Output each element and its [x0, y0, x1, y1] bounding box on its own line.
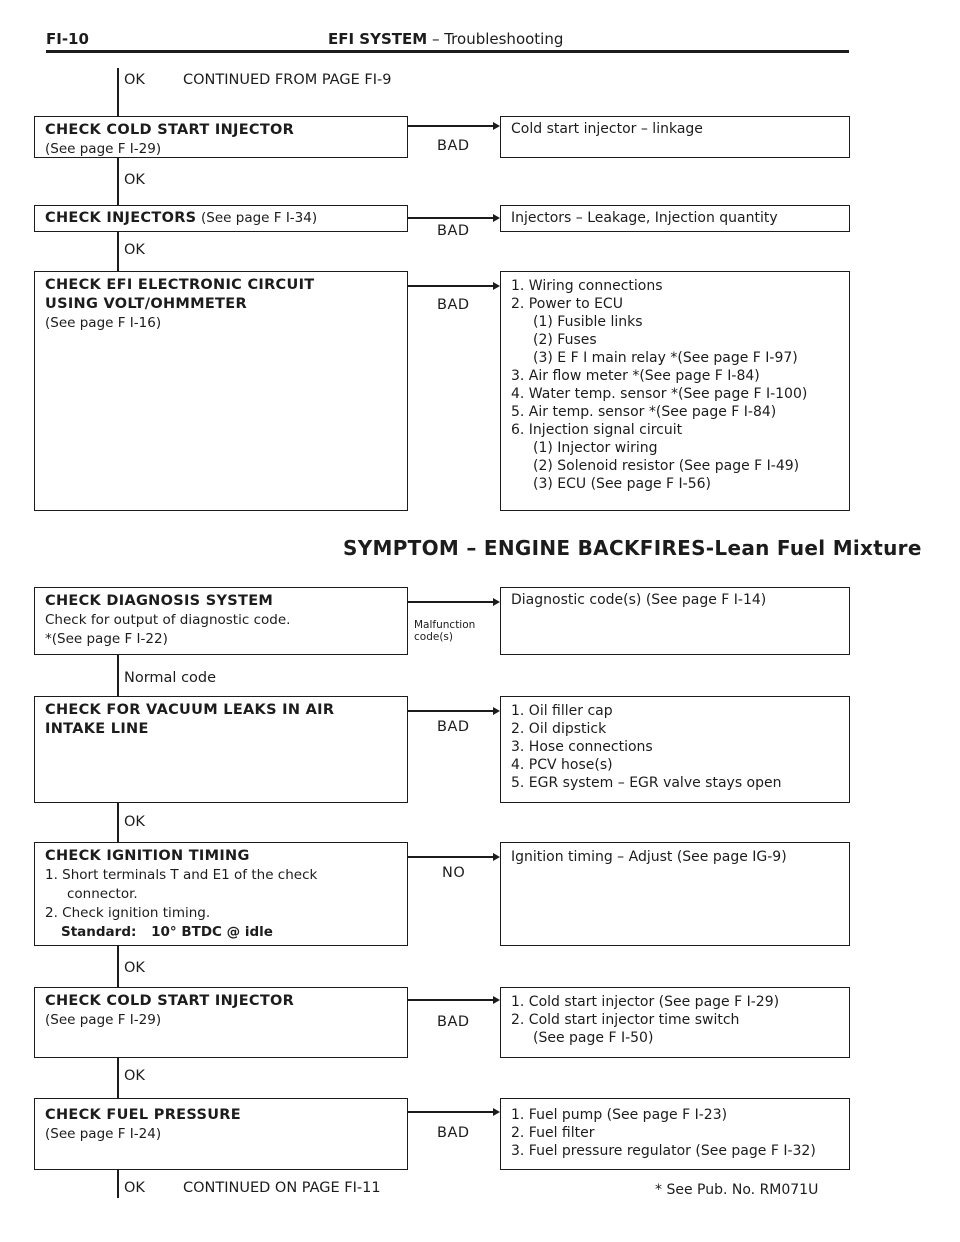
ok-label: OK — [124, 242, 145, 258]
check-box-fuel-pressure — [34, 1098, 408, 1170]
branch-line — [408, 999, 493, 1001]
branch-line — [408, 856, 493, 858]
result-box — [500, 696, 850, 803]
check-title: CHECK FUEL PRESSURE — [45, 1107, 241, 1123]
result-item: 4. Water temp. sensor *(See page F I-100) — [511, 386, 808, 402]
condition-label: NO — [442, 865, 466, 881]
check-box-injectors — [34, 205, 408, 232]
ok-label: OK — [124, 172, 145, 188]
check-step: 2. Check ignition timing. — [45, 905, 211, 921]
result-item: 1. Wiring connections — [511, 278, 663, 294]
condition-label: BAD — [437, 297, 470, 313]
check-box-vacuum-leaks — [34, 696, 408, 803]
check-step: 1. Short terminals T and E1 of the check — [45, 867, 318, 883]
result-item: 1. Cold start injector (See page F I-29) — [511, 994, 780, 1010]
condition-label — [414, 619, 475, 643]
condition-line: code(s) — [414, 631, 453, 643]
bottom-connector-label: OK — [124, 1180, 145, 1196]
header-rule — [46, 50, 849, 53]
check-step-continued: connector. — [67, 886, 138, 902]
branch-line — [408, 710, 493, 712]
result-box — [500, 116, 850, 158]
flow-line — [117, 68, 119, 117]
condition-label: BAD — [437, 138, 470, 154]
check-title: CHECK INJECTORS — [45, 210, 197, 226]
flow-line — [117, 1058, 119, 1099]
result-box — [500, 842, 850, 946]
check-title: CHECK FOR VACUUM LEAKS IN AIR — [45, 702, 335, 718]
flow-line — [117, 946, 119, 988]
check-title: USING VOLT/OHMMETER — [45, 296, 247, 312]
condition-label: BAD — [437, 223, 470, 239]
arrow-right-icon — [493, 598, 500, 606]
branch-line — [408, 1111, 493, 1113]
check-reference: *(See page F I-22) — [45, 631, 168, 647]
result-item: 6. Injection signal circuit — [511, 422, 683, 438]
ok-label: OK — [124, 814, 145, 830]
top-connector-text: CONTINUED FROM PAGE FI-9 — [183, 72, 392, 88]
result-box — [500, 205, 850, 232]
check-reference: (See page F I-29) — [45, 141, 162, 157]
result-item: 3. Air flow meter *(See page F I-84) — [511, 368, 760, 384]
arrow-right-icon — [493, 122, 500, 130]
flow-line — [117, 158, 119, 206]
branch-line — [408, 125, 493, 127]
flow-line — [117, 655, 119, 697]
arrow-right-icon — [493, 707, 500, 715]
condition-label: BAD — [437, 1014, 470, 1030]
check-title: CHECK COLD START INJECTOR — [45, 122, 295, 138]
check-box-cold-start-injector-2 — [34, 987, 408, 1058]
arrow-right-icon — [493, 996, 500, 1004]
arrow-right-icon — [493, 1108, 500, 1116]
standard-label: Standard: — [61, 924, 137, 940]
ok-label: OK — [124, 1068, 145, 1084]
branch-line — [408, 601, 493, 603]
result-subitem: (3) ECU (See page F I-56) — [533, 476, 712, 492]
result-box — [500, 1098, 850, 1170]
check-box-efi-electronic-circuit — [34, 271, 408, 511]
condition-label: BAD — [437, 1125, 470, 1141]
result-subitem: (3) E F I main relay *(See page F I-97) — [533, 350, 798, 366]
check-box-ignition-timing — [34, 842, 408, 946]
result-item: 3. Fuel pressure regulator (See page F I-32) — [511, 1143, 816, 1159]
result-box — [500, 271, 850, 511]
flow-line — [117, 1170, 119, 1198]
check-reference: (See page F I-29) — [45, 1012, 162, 1028]
result-item: 3. Hose connections — [511, 739, 653, 755]
result-item: 1. Fuel pump (See page F I-23) — [511, 1107, 728, 1123]
result-item: 5. Air temp. sensor *(See page F I-84) — [511, 404, 777, 420]
result-item: 5. EGR system – EGR valve stays open — [511, 775, 782, 791]
result-box — [500, 587, 850, 655]
check-reference: (See page F I-16) — [45, 315, 162, 331]
page-header — [328, 30, 563, 48]
result-subitem: (See page F I-50) — [533, 1030, 654, 1046]
result-item: 4. PCV hose(s) — [511, 757, 613, 773]
check-box-cold-start-injector — [34, 116, 408, 158]
result-item: 1. Oil filler cap — [511, 703, 613, 719]
subsection-title: – Troubleshooting — [431, 30, 564, 48]
page-code: FI-10 — [46, 30, 89, 48]
check-detail: Check for output of diagnostic code. — [45, 612, 291, 628]
check-title: CHECK IGNITION TIMING — [45, 848, 250, 864]
result-subitem: (2) Solenoid resistor (See page F I-49) — [533, 458, 800, 474]
result-subitem: (1) Injector wiring — [533, 440, 658, 456]
result-item: 2. Cold start injector time switch — [511, 1012, 740, 1028]
arrow-right-icon — [493, 853, 500, 861]
branch-line — [408, 217, 493, 219]
result-item: Diagnostic code(s) (See page F I-14) — [511, 592, 767, 608]
check-title: CHECK EFI ELECTRONIC CIRCUIT — [45, 277, 315, 293]
bottom-connector-text: CONTINUED ON PAGE FI-11 — [183, 1180, 381, 1196]
standard-value: 10° BTDC @ idle — [151, 924, 273, 940]
result-subitem: (1) Fusible links — [533, 314, 643, 330]
result-item: 2. Oil dipstick — [511, 721, 607, 737]
footnote: * See Pub. No. RM071U — [655, 1182, 819, 1198]
result-item: 2. Power to ECU — [511, 296, 623, 312]
check-title: INTAKE LINE — [45, 721, 149, 737]
arrow-right-icon — [493, 282, 500, 290]
check-box-diagnosis-system — [34, 587, 408, 655]
result-item: Cold start injector – linkage — [511, 121, 703, 137]
flow-line — [117, 232, 119, 272]
check-reference: (See page F I-24) — [45, 1126, 162, 1142]
condition-label: BAD — [437, 719, 470, 735]
result-box — [500, 987, 850, 1058]
result-item: Ignition timing – Adjust (See page IG-9) — [511, 849, 787, 865]
result-item: 2. Fuel filter — [511, 1125, 595, 1141]
top-connector-label: OK — [124, 72, 145, 88]
ok-label: OK — [124, 960, 145, 976]
check-reference: (See page F I-34) — [201, 210, 318, 226]
arrow-right-icon — [493, 214, 500, 222]
check-title: CHECK COLD START INJECTOR — [45, 993, 295, 1009]
check-title: CHECK DIAGNOSIS SYSTEM — [45, 593, 274, 609]
condition-line: Malfunction — [414, 619, 476, 631]
result-item: Injectors – Leakage, Injection quantity — [511, 210, 778, 226]
normal-code-label: Normal code — [124, 670, 217, 686]
result-subitem: (2) Fuses — [533, 332, 597, 348]
standard-spec — [45, 923, 397, 942]
symptom-heading: SYMPTOM – ENGINE BACKFIRES-Lean Fuel Mixture — [343, 536, 922, 560]
flow-line — [117, 803, 119, 843]
branch-line — [408, 285, 493, 287]
section-title: EFI SYSTEM — [328, 30, 428, 48]
